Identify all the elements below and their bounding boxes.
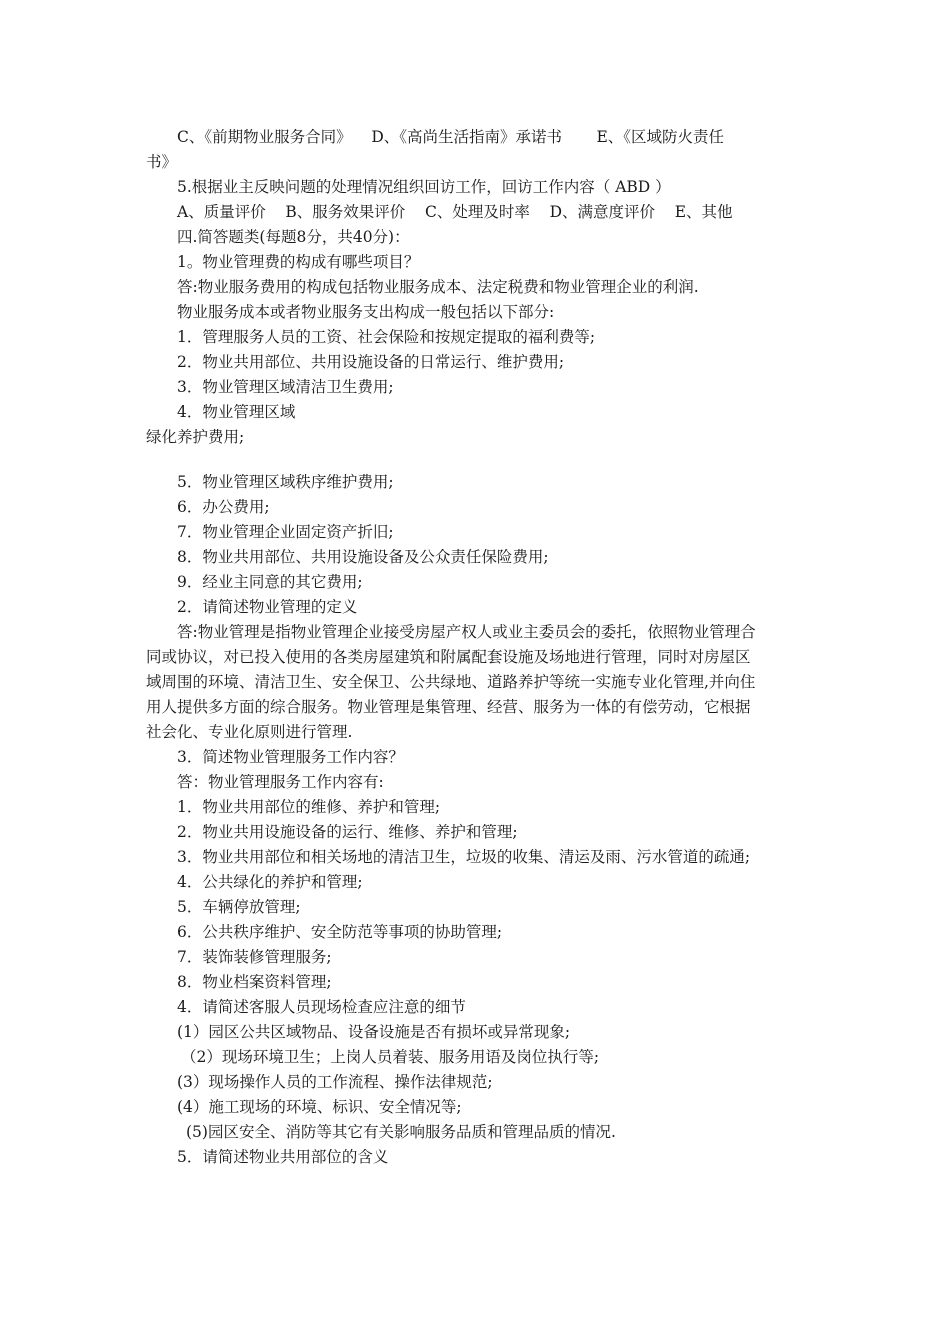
list-item: 3．物业共用部位和相关场地的清洁卫生，垃圾的收集、清运及雨、污水管道的疏通; bbox=[177, 848, 751, 866]
list-item: 3．物业管理区域清洁卫生费用; bbox=[177, 378, 394, 396]
question-5-options: A、质量评价 B、服务效果评价 C、处理及时率 D、满意度评价 E、其他 bbox=[177, 203, 733, 221]
list-item: 2．物业共用部位、共用设施设备的日常运行、维护费用; bbox=[177, 353, 565, 371]
list-item: 6．办公费用; bbox=[177, 498, 270, 516]
answer-2-line: 域周围的环境、清洁卫生、安全保卫、公共绿地、道路养护等统一实施专业化管理,并向住 bbox=[146, 673, 756, 691]
section-heading: 四.简答题类(每题8分，共40分)： bbox=[177, 228, 410, 246]
list-item: (3）现场操作人员的工作流程、操作法律规范; bbox=[177, 1073, 493, 1091]
option-line-continuation: 书》 bbox=[146, 153, 178, 171]
short-question-1: 1。物业管理费的构成有哪些项目？ bbox=[177, 253, 420, 271]
list-item: 9．经业主同意的其它费用; bbox=[177, 573, 363, 591]
list-item: 8．物业档案资料管理; bbox=[177, 973, 332, 991]
list-item: 5．车辆停放管理; bbox=[177, 898, 301, 916]
answer-2-line: 同或协议，对已投入使用的各类房屋建筑和附属配套设施及场地进行管理，同时对房屋区 bbox=[146, 648, 751, 666]
answer-2-line: 社会化、专业化原则进行管理. bbox=[146, 723, 353, 741]
list-item: (4）施工现场的环境、标识、安全情况等; bbox=[177, 1098, 462, 1116]
list-item: 1．管理服务人员的工资、社会保险和按规定提取的福利费等; bbox=[177, 328, 596, 346]
option-line-c-d-e: C、《前期物业服务合同》 D、《高尚生活指南》承诺书 E、《区域防火责任 bbox=[177, 128, 725, 146]
answer-2-line: 用人提供多方面的综合服务。物业管理是集管理、经营、服务为一体的有偿劳动，它根据 bbox=[146, 698, 751, 716]
answer-1-intro: 物业服务成本或者物业服务支出构成一般包括以下部分: bbox=[177, 303, 555, 321]
list-item: 5．物业管理区域秩序维护费用; bbox=[177, 473, 394, 491]
list-item: 1．物业共用部位的维修、养护和管理; bbox=[177, 798, 441, 816]
list-item: (5)园区安全、消防等其它有关影响服务品质和管理品质的情况. bbox=[186, 1123, 616, 1141]
answer-3-intro: 答：物业管理服务工作内容有: bbox=[177, 773, 384, 791]
list-item: 2．物业共用设施设备的运行、维修、养护和管理; bbox=[177, 823, 518, 841]
list-item: 8．物业共用部位、共用设施设备及公众责任保险费用; bbox=[177, 548, 549, 566]
answer-1: 答:物业服务费用的构成包括物业服务成本、法定税费和物业管理企业的利润. bbox=[177, 278, 699, 296]
list-item: 4．物业管理区域 bbox=[177, 403, 296, 421]
list-item: （2）现场环境卫生；上岗人员着装、服务用语及岗位执行等; bbox=[181, 1048, 600, 1066]
list-item: 7．装饰装修管理服务; bbox=[177, 948, 332, 966]
list-item: (1）园区公共区域物品、设备设施是否有损坏或异常现象; bbox=[177, 1023, 571, 1041]
question-5: 5.根据业主反映问题的处理情况组织回访工作，回访工作内容（ ABD ） bbox=[177, 178, 671, 196]
short-question-3: 3．简述物业管理服务工作内容？ bbox=[177, 748, 404, 766]
short-question-5: 5．请简述物业共用部位的含义 bbox=[177, 1148, 389, 1166]
answer-2-line: 答:物业管理是指物业管理企业接受房屋产权人或业主委员会的委托，依照物业管理合 bbox=[177, 623, 756, 641]
list-item: 6．公共秩序维护、安全防范等事项的协助管理; bbox=[177, 923, 503, 941]
list-item-continuation: 绿化养护费用; bbox=[146, 428, 245, 446]
short-question-4: 4．请简述客服人员现场检查应注意的细节 bbox=[177, 998, 466, 1016]
list-item: 7．物业管理企业固定资产折旧; bbox=[177, 523, 394, 541]
short-question-2: 2．请简述物业管理的定义 bbox=[177, 598, 358, 616]
list-item: 4．公共绿化的养护和管理; bbox=[177, 873, 363, 891]
